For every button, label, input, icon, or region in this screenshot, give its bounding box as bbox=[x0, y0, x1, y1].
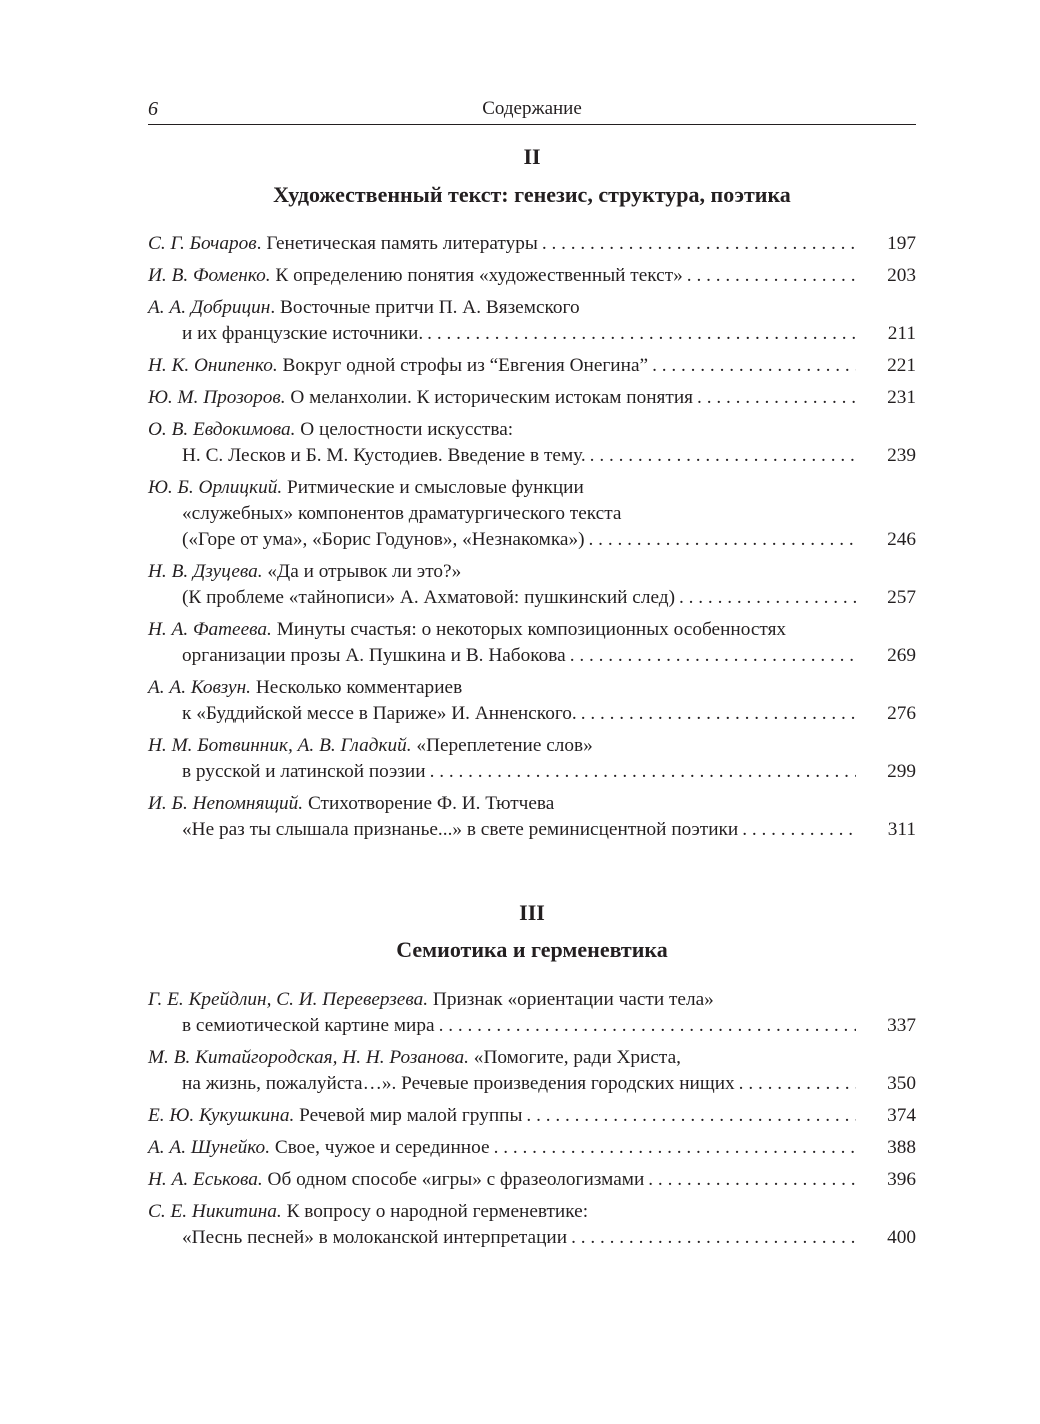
toc-title-text: (К проблеме «тайнописи» А. Ахматовой: пушкинский след) bbox=[182, 587, 675, 608]
toc-page-number: 396 bbox=[887, 1169, 916, 1190]
toc-entry-line bbox=[148, 817, 916, 843]
toc-title-text: в русской и латинской поэзии bbox=[182, 761, 426, 782]
toc-title-text: Вокруг одной строфы из “Евгения Онегина” bbox=[282, 355, 649, 376]
toc-author: А. А. Ковзун. bbox=[148, 677, 251, 698]
toc-title-text: Восточные притчи П. А. Вяземского bbox=[279, 297, 580, 318]
toc-entry-line bbox=[148, 1045, 916, 1071]
toc-entry-line bbox=[148, 443, 916, 469]
toc-title-text: «Переплетение слов» bbox=[416, 735, 593, 756]
toc-entry[interactable] bbox=[148, 1167, 916, 1193]
toc-page-number: 388 bbox=[887, 1137, 916, 1158]
running-title: Содержание bbox=[482, 98, 582, 119]
toc-title-text: Речевой мир малой группы bbox=[299, 1105, 523, 1126]
toc-entry[interactable] bbox=[148, 1045, 916, 1097]
toc-title-text: Об одном способе «игры» с фразеологизмами bbox=[267, 1169, 645, 1190]
toc-author: Е. Ю. Кукушкина. bbox=[148, 1105, 295, 1126]
toc-title-text: организации прозы А. Пушкина и В. Набокова bbox=[182, 645, 566, 666]
toc-entry-line bbox=[148, 527, 916, 553]
toc-entry[interactable] bbox=[148, 617, 916, 669]
dot-leader bbox=[652, 353, 856, 379]
toc-entry[interactable] bbox=[148, 987, 916, 1039]
toc-title-text: Свое, чужое и серединное bbox=[274, 1137, 490, 1158]
toc-entry-line bbox=[148, 559, 916, 585]
toc-page-number: 211 bbox=[887, 323, 916, 344]
toc-entry-line bbox=[148, 385, 916, 411]
toc-author: Г. Е. Крейдлин, С. И. Переверзева. bbox=[148, 989, 429, 1010]
toc-entry[interactable] bbox=[148, 263, 916, 289]
toc-entry[interactable] bbox=[148, 675, 916, 727]
toc-entry-line bbox=[148, 321, 916, 347]
toc-page-number: 400 bbox=[887, 1227, 916, 1248]
toc-page-number: 337 bbox=[887, 1015, 916, 1036]
toc-title-text: «Песнь песней» в молоканской интерпретации bbox=[182, 1227, 568, 1248]
toc-title-text: О целостности искусства: bbox=[300, 419, 514, 440]
toc-entry-line bbox=[148, 1071, 916, 1097]
toc-author: Н. А. Фатеева. bbox=[148, 619, 272, 640]
toc-title-text: «Не раз ты слышала признанье...» в свете реминисцентной поэтики bbox=[182, 819, 739, 840]
toc-page-number: 350 bbox=[887, 1073, 916, 1094]
toc-title-text: («Горе от ума», «Борис Годунов», «Незнакомка») bbox=[182, 529, 585, 550]
toc-author: Н. А. Еськова. bbox=[148, 1169, 263, 1190]
toc-page-number: 221 bbox=[887, 355, 916, 376]
dot-leader bbox=[742, 817, 856, 843]
dot-leader bbox=[542, 231, 856, 257]
toc-author: И. В. Фоменко. bbox=[148, 265, 271, 286]
toc-author: О. В. Евдокимова. bbox=[148, 419, 296, 440]
toc-entry[interactable] bbox=[148, 385, 916, 411]
toc-entry-line bbox=[148, 1135, 916, 1161]
toc-entry-line bbox=[148, 417, 916, 443]
toc-author: Ю. Б. Орлицкий. bbox=[148, 477, 283, 498]
toc-author: А. А. Добрицин bbox=[148, 297, 271, 318]
toc-title-text: Н. С. Лесков и Б. М. Кустодиев. Введение в тему. bbox=[182, 445, 586, 466]
toc-page-number: 239 bbox=[887, 445, 916, 466]
header-rule bbox=[148, 124, 916, 125]
toc-title-text: Ритмические и смысловые функции bbox=[287, 477, 584, 498]
dot-leader bbox=[648, 1167, 856, 1193]
section-number-ii: II bbox=[523, 144, 541, 169]
toc-author: А. А. Шунейко. bbox=[148, 1137, 271, 1158]
toc-author: Н. М. Ботвинник, А. В. Гладкий. bbox=[148, 735, 412, 756]
dot-leader bbox=[697, 385, 856, 411]
dot-leader bbox=[739, 1071, 856, 1097]
toc-entry-line bbox=[148, 643, 916, 669]
toc-title-text: О меланхолии. К историческим истокам понятия bbox=[290, 387, 694, 408]
section-title-iii: Семиотика и герменевтика bbox=[396, 937, 668, 962]
toc-entry-line bbox=[148, 733, 916, 759]
toc-entry-line bbox=[148, 1103, 916, 1129]
toc-entry-line bbox=[148, 1225, 916, 1251]
toc-entry-line bbox=[148, 987, 916, 1013]
toc-entry-line bbox=[148, 263, 916, 289]
toc-entry-line bbox=[148, 617, 916, 643]
toc-list-section-iii bbox=[148, 987, 916, 1257]
toc-author-separator: . bbox=[270, 297, 280, 318]
toc-entry-line bbox=[148, 501, 916, 527]
dot-leader bbox=[687, 263, 856, 289]
toc-page-number: 311 bbox=[887, 819, 916, 840]
toc-entry-line bbox=[148, 759, 916, 785]
toc-page-number: 299 bbox=[887, 761, 916, 782]
toc-entry-line bbox=[148, 791, 916, 817]
toc-entry-line bbox=[148, 585, 916, 611]
section-number-iii: III bbox=[519, 900, 545, 925]
toc-entry[interactable] bbox=[148, 295, 916, 347]
page-number: 6 bbox=[148, 98, 158, 120]
toc-entry-line bbox=[148, 1013, 916, 1039]
toc-entry-line bbox=[148, 353, 916, 379]
toc-author: И. Б. Непомнящий. bbox=[148, 793, 304, 814]
running-header bbox=[148, 96, 916, 124]
toc-entry[interactable] bbox=[148, 733, 916, 785]
toc-page-number: 276 bbox=[887, 703, 916, 724]
dot-leader bbox=[526, 1103, 856, 1129]
toc-title-text: Стихотворение Ф. И. Тютчева bbox=[307, 793, 555, 814]
toc-list-section-ii bbox=[148, 231, 916, 849]
toc-title-text: к «Буддийской мессе в Париже» И. Анненского. bbox=[182, 703, 577, 724]
dot-leader bbox=[571, 1225, 856, 1251]
toc-author: М. В. Китайгородская, Н. Н. Розанова. bbox=[148, 1047, 469, 1068]
toc-title-text: на жизнь, пожалуйста…». Речевые произведения городских нищих bbox=[182, 1073, 735, 1094]
dot-leader bbox=[494, 1135, 856, 1161]
dot-leader bbox=[589, 527, 856, 553]
toc-page-number: 197 bbox=[887, 233, 916, 254]
dot-leader bbox=[570, 643, 856, 669]
toc-page-number: 231 bbox=[887, 387, 916, 408]
toc-entry[interactable] bbox=[148, 1103, 916, 1129]
toc-title-text: Несколько комментариев bbox=[255, 677, 463, 698]
toc-entry[interactable] bbox=[148, 559, 916, 611]
toc-page-number: 269 bbox=[887, 645, 916, 666]
toc-entry[interactable] bbox=[148, 791, 916, 843]
toc-title-text: и их французские источники. bbox=[182, 323, 424, 344]
toc-author: С. Г. Бочаров bbox=[148, 233, 257, 254]
toc-entry[interactable] bbox=[148, 475, 916, 553]
toc-page-number: 246 bbox=[887, 529, 916, 550]
toc-entry-line bbox=[148, 1167, 916, 1193]
dot-leader bbox=[439, 1013, 856, 1039]
toc-entry[interactable] bbox=[148, 1199, 916, 1251]
toc-author-separator: . bbox=[256, 233, 267, 254]
dot-leader bbox=[427, 321, 856, 347]
toc-entry[interactable] bbox=[148, 353, 916, 379]
toc-author: Н. К. Онипенко. bbox=[148, 355, 278, 376]
toc-entry-line bbox=[148, 1199, 916, 1225]
toc-title-text: К определению понятия «художественный текст» bbox=[275, 265, 683, 286]
toc-entry-line bbox=[148, 295, 916, 321]
toc-page-number: 374 bbox=[887, 1105, 916, 1126]
toc-page-number: 203 bbox=[887, 265, 916, 286]
dot-leader bbox=[679, 585, 856, 611]
toc-entry[interactable] bbox=[148, 417, 916, 469]
toc-entry[interactable] bbox=[148, 1135, 916, 1161]
toc-entry-line bbox=[148, 475, 916, 501]
dot-leader bbox=[430, 759, 856, 785]
toc-entry-line bbox=[148, 231, 916, 257]
toc-title-text: К вопросу о народной герменевтике: bbox=[286, 1201, 589, 1222]
toc-page-number: 257 bbox=[887, 587, 916, 608]
toc-title-text: Минуты счастья: о некоторых композиционных особенностях bbox=[276, 619, 787, 640]
toc-author: Ю. М. Прозоров. bbox=[148, 387, 286, 408]
toc-title-text: «Да и отрывок ли это?» bbox=[267, 561, 462, 582]
toc-title-text: Признак «ориентации части тела» bbox=[432, 989, 714, 1010]
toc-entry[interactable] bbox=[148, 231, 916, 257]
toc-title-text: Генетическая память литературы bbox=[266, 233, 538, 254]
toc-title-text: «Помогите, ради Христа, bbox=[473, 1047, 681, 1068]
dot-leader bbox=[590, 443, 856, 469]
toc-title-text: «служебных» компонентов драматургического текста bbox=[182, 503, 622, 524]
toc-title-text: в семиотической картине мира bbox=[182, 1015, 435, 1036]
toc-author: Н. В. Дзуцева. bbox=[148, 561, 263, 582]
toc-entry-line bbox=[148, 675, 916, 701]
dot-leader bbox=[581, 701, 856, 727]
toc-entry-line bbox=[148, 701, 916, 727]
section-title-ii: Художественный текст: генезис, структура, поэтика bbox=[273, 182, 791, 207]
toc-author: С. Е. Никитина. bbox=[148, 1201, 282, 1222]
